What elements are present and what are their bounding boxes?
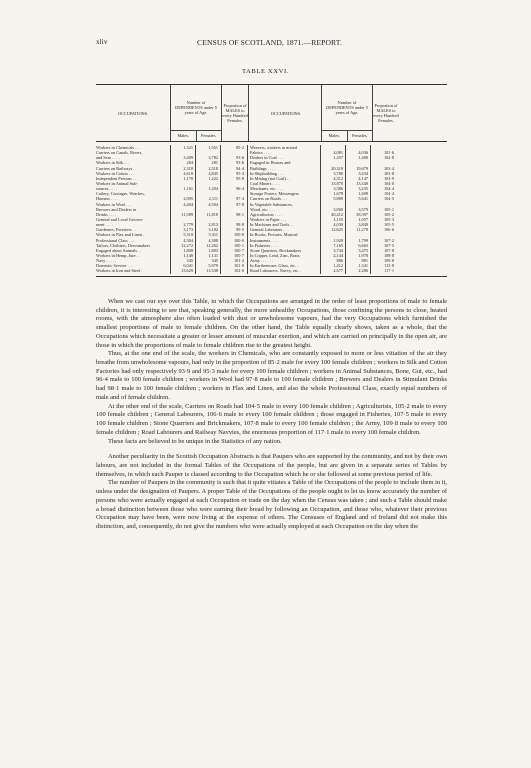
proportion-cell: 105·2 xyxy=(383,211,394,217)
females-cell: 281 xyxy=(211,160,218,166)
males-cell: 1,929 xyxy=(333,237,343,243)
females-cell: 38,397 xyxy=(356,211,368,217)
occupation-cell: In Machines and Tools . . xyxy=(250,222,294,228)
paragraph: When we cast our eye over this Table, in which the Occupations are arranged in the order of least proportions of male to female children, it is interesting to see that, speaking generally, the more unhealthy Occupations, those confining the persons to close, heated rooms, with the atmosphere also often loaded with dust or unwholesome vapours, had the very Occupations which furnished the smallest proportions of male to female children. On the other hand, the Table equally clearly shows, taken as a whole, that the Occupations which necessitate a greater or lesser amount of muscular exertion, and which are carried on principally in the open air, are those in which the proportions of male to female children rise to the greatest height. xyxy=(96,298,447,349)
occupation-cell: Workers in Animal Sub- xyxy=(96,180,138,186)
males-cell: 4,304 xyxy=(183,237,193,243)
occupation-cell: Storage Porters, Messengers xyxy=(250,191,299,197)
header-dependents-group xyxy=(170,85,221,141)
females-cell: 881 xyxy=(361,258,368,264)
females-cell: 1,978 xyxy=(358,252,368,258)
occupation-cell: In Earthenware, Glass, etc. . xyxy=(250,263,299,269)
left-females-column xyxy=(195,145,220,274)
males-cell: 3,780 xyxy=(333,170,343,176)
males-cell: 264 xyxy=(186,160,193,166)
occupation-cell: Agriculturists . . . . xyxy=(250,211,283,217)
males-cell: 4,312 xyxy=(333,175,343,181)
females-cell: 5,311 xyxy=(208,232,218,238)
occupation-cell: Carriers on Railways . . xyxy=(96,165,137,171)
proportion-cell: 96·4 xyxy=(236,186,244,192)
males-cell: 1,457 xyxy=(333,155,343,161)
females-cell: 2,518 xyxy=(208,165,218,171)
males-cell: 886 xyxy=(336,258,343,264)
occupation-cell: Workers in Chemicals . . . xyxy=(96,145,141,150)
males-cell: 12,625 xyxy=(331,227,343,233)
females-cell: 1,204 xyxy=(208,186,218,192)
females-cell: 1,551 xyxy=(208,145,218,150)
occupation-cell: Gardeners, Foresters . . xyxy=(96,227,136,233)
right-males-column xyxy=(320,145,345,274)
females-cell: 12,262 xyxy=(206,242,218,248)
proportion-cell: 101·0 xyxy=(233,263,244,269)
right-occupation-column xyxy=(247,145,320,274)
males-cell: 40,412 xyxy=(331,211,343,217)
males-cell: 6,041 xyxy=(183,263,193,269)
females-cell: 5,979 xyxy=(208,263,218,269)
males-cell: 4,404 xyxy=(183,201,193,207)
proportion-cell: 104·4 xyxy=(383,191,394,197)
females-cell: 345 xyxy=(211,258,218,264)
males-cell: 3,744 xyxy=(333,247,343,253)
occupation-cell: Weavers, workers in mixed xyxy=(250,145,297,150)
males-cell: 1,808 xyxy=(183,247,193,253)
table-header xyxy=(96,85,447,142)
header-females: Females. xyxy=(196,131,222,141)
proportion-cell: 101·2 xyxy=(233,258,244,264)
proportion-cell: 102·8 xyxy=(383,155,394,161)
right-proportion-column xyxy=(370,145,397,274)
proportion-cell: 103·9 xyxy=(383,175,394,181)
occupation-cell: Workers in Iron and Steel . xyxy=(96,268,143,274)
proportion-cell: 100·0 xyxy=(233,237,244,243)
header-proportion-right: Proportion of MALES to every Hundred Females. xyxy=(372,85,399,141)
males-cell: 1,140 xyxy=(183,252,193,258)
occupation-cell: Domestic Service . . . xyxy=(96,263,133,269)
header-females-right: Females. xyxy=(347,131,373,141)
occupation-cell: Carriers on Canals, Rivers, xyxy=(96,150,143,156)
males-cell: 3,173 xyxy=(183,227,193,233)
proportion-cell: 103·8 xyxy=(383,170,394,176)
proportion-cell: 105·3 xyxy=(383,216,394,222)
females-cell: 3,782 xyxy=(208,155,218,161)
occupation-cell: Professional Class . . . xyxy=(96,237,135,243)
males-cell: 3,800 xyxy=(333,206,343,212)
males-cell: 345 xyxy=(186,258,193,264)
females-cell: 1,222 xyxy=(208,175,218,181)
females-cell: 5,641 xyxy=(358,196,368,202)
females-cell: 4,845 xyxy=(208,170,218,176)
proportion-cell: 107·5 xyxy=(383,242,394,248)
proportion-cell: 100·0 xyxy=(233,232,244,238)
proportion-cell: 109·8 xyxy=(383,258,394,264)
occupation-cell: General Labourers . . . xyxy=(250,227,289,233)
occupation-cell: Road Labourers, Navvy, etc. . xyxy=(250,268,302,274)
males-cell: 5,889 xyxy=(333,196,343,202)
females-cell: 4,504 xyxy=(208,201,218,207)
occupation-cell: Workers in Paper . . . xyxy=(250,216,287,222)
males-cell: 1,678 xyxy=(333,191,343,197)
females-cell: 1,341 xyxy=(358,263,368,269)
occupation-cell: Workers in Wool . . . xyxy=(96,201,132,207)
occupation-cell: Wood, etc. . . . xyxy=(250,206,275,212)
proportion-cell: 107·2 xyxy=(383,237,394,243)
occupation-cell: In Mining (not Coal) . . xyxy=(250,175,291,181)
females-cell: 2,286 xyxy=(358,268,368,274)
occupation-cell: Engaged in Houses and xyxy=(250,160,291,166)
occupation-table xyxy=(96,84,447,277)
females-cell: 3,849 xyxy=(358,222,368,228)
proportion-cell: 107·8 xyxy=(383,247,394,253)
paragraph: Another peculiarity in the Scottish Occupation Abstracts is that Paupers who are supported by the community, and not by their own labours, are not included in the formal Tables of the Occupations of the people, but are given in a separate series of Tables by themselves, in which each Pauper is classed according to the Occupation which he or she followed at some previous period of life. xyxy=(96,453,447,478)
left-males-column xyxy=(170,145,195,274)
females-cell: 1,131 xyxy=(208,252,218,258)
males-cell: 2,318 xyxy=(183,165,193,171)
females-cell: 4,147 xyxy=(358,175,368,181)
occupation-cell: In Copper, Lead, Zinc, Brass xyxy=(250,252,300,258)
females-cell: 1,799 xyxy=(358,237,368,243)
occupation-cell: Navy . . . . . xyxy=(96,258,117,264)
occupation-cell: Workers in Silk . . . xyxy=(96,160,130,166)
females-cell: 3,475 xyxy=(358,247,368,253)
females-cell: 11,278 xyxy=(356,227,368,233)
occupation-cell: Instruments . . . . xyxy=(250,237,279,243)
males-cell: 1,161 xyxy=(183,186,193,192)
running-title: CENSUS OF SCOTLAND, 1871.—REPORT. xyxy=(197,38,342,47)
males-cell: 7,165 xyxy=(333,242,343,248)
occupation-cell: Workers in Flax and Linen . xyxy=(96,232,145,238)
report-body-text xyxy=(96,298,447,532)
males-cell: 3,409 xyxy=(183,155,193,161)
proportion-cell: 117·1 xyxy=(384,268,394,274)
proportion-cell: 97·4 xyxy=(236,196,244,202)
proportion-cell: 101·6 xyxy=(383,150,394,156)
females-cell: 19,679 xyxy=(356,165,368,171)
proportion-cell: 94·4 xyxy=(236,165,244,171)
occupation-cell: Buildings . . . . xyxy=(250,165,276,171)
males-cell: 2,779 xyxy=(183,222,193,228)
occupation-cell: Workers in Cotton . . . xyxy=(96,170,135,176)
proportion-cell: 113·8 xyxy=(384,263,394,269)
right-females-column xyxy=(345,145,370,274)
occupation-cell: Fabrics . . . . xyxy=(250,150,272,156)
proportion-cell: 97·8 xyxy=(236,201,244,207)
females-cell: 1,400 xyxy=(358,155,368,161)
males-cell: 2,095 xyxy=(183,196,193,202)
occupation-cell: Stone Quarriers, Brickmakers xyxy=(250,247,302,253)
females-cell: 2,111 xyxy=(208,196,218,202)
females-cell: 13,338 xyxy=(206,268,218,274)
header-males: Males. xyxy=(177,133,190,139)
females-cell: 1,803 xyxy=(208,247,218,253)
occupation-cell: Drinks . . . . xyxy=(96,211,117,217)
header-dependents-group-right xyxy=(321,85,372,141)
males-cell: 13,629 xyxy=(181,268,193,274)
proportion-cell: 98·1 xyxy=(236,211,244,217)
paragraph: The number of Paupers in the community is such that it quite vitiates a Table of the Occupations of the people to include them in it, unless under the designation of Paupers. A proper Table of the Occupations of the people ought to let us know accurately the number of persons who were actually engaged at each Occupation or trade on the day when the Census was taken ; and such a Table should make a broad distinction between those who were earning their bread by following an Occupation, and those who, whatever their previous Occupation may have been, were now living at the expense of others. The Censuses of England and of Ireland did not make this distinction, and, consequently, do not give the numbers who were actually employed at each Occupation on the day when the xyxy=(96,479,447,530)
females-cell: 3,235 xyxy=(358,186,368,192)
proportion-cell: 98·8 xyxy=(236,222,244,228)
males-cell: 1,412 xyxy=(333,263,343,269)
table-title: TABLE XXVI. xyxy=(241,68,290,75)
males-cell: 20,319 xyxy=(331,165,343,171)
males-cell: 2,677 xyxy=(333,268,343,274)
proportion-cell: 85·2 xyxy=(236,145,244,150)
females-cell: 3,182 xyxy=(208,227,218,233)
males-cell: 11,589 xyxy=(181,211,193,217)
occupation-cell: In Fisheries . . . . xyxy=(250,242,279,248)
males-cell: 2,144 xyxy=(333,252,343,258)
males-cell: 1,170 xyxy=(183,175,193,181)
header-proportion: Proportion of MALES to every Hundred Females. xyxy=(221,85,248,141)
males-cell: 4,030 xyxy=(333,222,343,228)
paragraph: Thus, at the one end of the scale, the workers in Chemicals, who are constantly exposed to more or less vitiation of the air they breathe from unwholesome vapours, had only in the proportion of 85·2 male for every 100 female children ; workers in Silk and Cotton Factories had only respectively 93·9 and 95·3 male for every 100 female children ; workers in Animal Substances, Bone, Gut, etc., had 96·4 male to 100 female children ; workers in Wool had 97·8 male to 100 female children ; Brewers and Dealers in Stimulant Drinks had 98·1 male to 100 female children ; workers in Flax and Linen, and also the whole Professional Class, exactly equal numbers of male and of female children. xyxy=(96,350,447,401)
header-number-of-dependents: Number of DEPENDENTS under 5 years of Age. xyxy=(171,85,221,131)
females-cell: 11,818 xyxy=(206,211,218,217)
females-cell: 1,608 xyxy=(358,191,368,197)
occupation-cell: Cutlery, Carriages, Watches, xyxy=(96,191,145,197)
proportion-cell: 93·6 xyxy=(236,160,244,166)
paragraph: At the other end of the scale, Carriers on Roads had 104·5 male to every 100 female children ; Agriculturists, 105·2 male to every 100 female children ; General Labourers, 106·6 male to every 100 female children ; those engaged in Fisheries, 107·5 male to every 100 female children ; Stone Quarriers and Brickmakers, 107·8 male to every 100 female children ; the Army, 109·8 male to every 100 female children ; Road Labourers and Railway Navvies, the enormous proportion of 117·1 male to every 100 female children. xyxy=(96,402,447,436)
proportion-cell: 104·5 xyxy=(383,196,394,202)
occupation-cell: Brewers and Dealers in xyxy=(96,206,137,212)
header-occupations-right: OCCUPATIONS. xyxy=(248,85,321,141)
occupation-cell: and Seas . . . . xyxy=(96,155,120,161)
proportion-cell: 103·4 xyxy=(383,165,394,171)
occupation-cell: Engaged about Animals . . xyxy=(96,247,142,253)
proportion-cell: 99·5 xyxy=(236,227,244,233)
header-number-of-dependents-right: Number of DEPENDENTS under 5 years of Age. xyxy=(322,85,372,131)
males-cell: 1,321 xyxy=(183,145,193,150)
occupation-cell: In Books, Pictures, Musical xyxy=(250,232,298,238)
females-cell: 4,308 xyxy=(208,237,218,243)
proportion-cell: 104·4 xyxy=(383,186,394,192)
proportion-cell: 93·6 xyxy=(236,155,244,161)
males-cell: 13,870 xyxy=(331,180,343,186)
proportion-cell: 95·8 xyxy=(236,175,244,181)
proportion-cell: 100·7 xyxy=(233,247,244,253)
occupation-cell: Coal Miners . . . . xyxy=(250,180,280,186)
females-cell: 2,813 xyxy=(208,222,218,228)
females-cell: 13,340 xyxy=(356,180,368,186)
proportion-cell: 104·0 xyxy=(383,180,394,186)
occupation-cell: Dealers in Coal . . . xyxy=(250,155,284,161)
males-cell: 3,386 xyxy=(333,186,343,192)
females-cell: 4,036 xyxy=(358,150,368,156)
females-cell: 3,634 xyxy=(358,170,368,176)
proportion-cell: 100·7 xyxy=(233,252,244,258)
proportion-cell: 100·1 xyxy=(233,242,244,248)
occupation-cell: ment . . . . xyxy=(96,222,114,228)
left-proportion-column xyxy=(220,145,247,274)
occupation-cell: stances . . . . xyxy=(96,186,118,192)
proportion-cell: 108·8 xyxy=(383,252,394,258)
occupation-cell: Tailors, Clothiers, Dressmakers xyxy=(96,242,151,248)
page-number: xliv xyxy=(96,38,108,46)
proportion-cell: 95·3 xyxy=(236,170,244,176)
header-males-right: Males. xyxy=(328,133,341,139)
occupation-cell: In Shipbuilding . . . xyxy=(250,170,284,176)
occupation-cell: Merchants, etc. . . . xyxy=(250,186,283,192)
proportion-cell: 106·6 xyxy=(383,227,394,233)
occupation-cell: General and Local Govern- xyxy=(96,216,144,222)
occupation-cell: Harness . . . . xyxy=(96,196,119,202)
males-cell: 5,310 xyxy=(183,232,193,238)
header-occupations: OCCUPATIONS. xyxy=(117,110,149,116)
proportion-cell: 102·0 xyxy=(233,268,244,274)
proportion-cell: 105·5 xyxy=(383,222,394,228)
males-cell: 12,272 xyxy=(181,242,193,248)
males-cell: 4,618 xyxy=(183,170,193,176)
males-cell: 1,155 xyxy=(333,216,343,222)
occupation-cell: Carriers on Roads . . . xyxy=(250,196,288,202)
paragraph: These facts are believed to be unique in the Statistics of any nation. xyxy=(108,437,282,445)
occupation-cell: In Vegetable Substances, xyxy=(250,201,293,207)
occupation-cell: Army . . . . . . xyxy=(250,258,273,264)
table-body xyxy=(96,142,447,276)
occupation-cell: Workers in Hemp, Jute . . xyxy=(96,252,140,258)
males-cell: 4,081 xyxy=(333,150,343,156)
left-occupation-column xyxy=(96,145,170,274)
proportion-cell: 105·1 xyxy=(383,206,394,212)
females-cell: 1,057 xyxy=(358,216,368,222)
occupation-cell: Independent Persons . . xyxy=(96,175,136,181)
females-cell: 6,663 xyxy=(358,242,368,248)
females-cell: 3,579 xyxy=(358,206,368,212)
